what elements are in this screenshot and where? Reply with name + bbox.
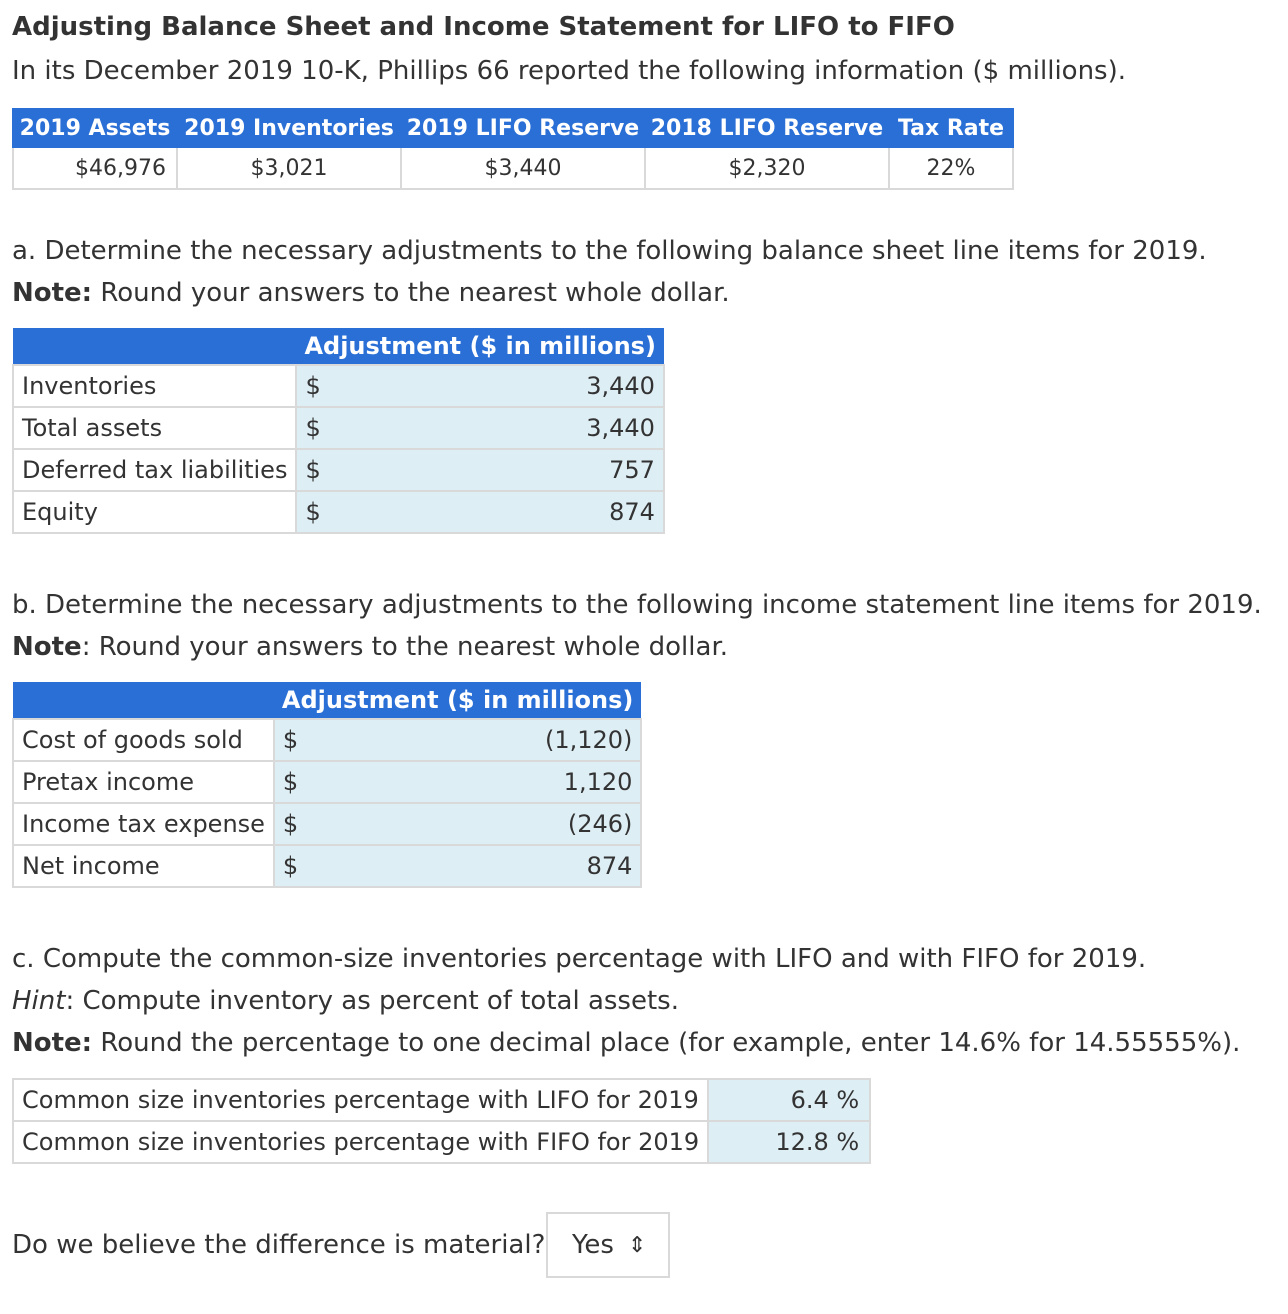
part-a-note-text: Round your answers to the nearest whole dollar. [92,278,730,308]
table-row [13,719,641,761]
balance-sheet-table [12,328,665,534]
lifo-percentage-value: 6.4 [790,1086,829,1114]
part-a-note [12,278,730,308]
part-b-note-label: Note [12,632,82,662]
income-statement-table [12,682,642,888]
balance-sheet-header-blank [13,328,296,365]
income-statement-header-blank [13,682,274,719]
deferred-tax-adjustment-input[interactable]: 757 [357,449,664,491]
info-header-2018-lifo: 2018 LIFO Reserve [645,109,889,147]
currency-symbol: $ [274,845,334,887]
fifo-percentage-input[interactable] [708,1121,870,1163]
row-label-cogs: Cost of goods sold [13,719,274,761]
part-c-hint [12,986,679,1016]
part-c-note-text: Round the percentage to one decimal place (for example, enter 14.6% for 14.55555%). [92,1028,1241,1058]
info-value-inventories: $3,021 [177,147,401,189]
currency-symbol: $ [274,719,334,761]
intro-text: In its December 2019 10-K, Phillips 66 reported the following information ($ millions). [12,56,1127,86]
part-c-hint-label: Hint [12,986,66,1016]
inventories-adjustment-input[interactable]: 3,440 [357,365,664,407]
currency-symbol: $ [296,449,356,491]
material-select[interactable] [546,1212,670,1278]
currency-symbol: $ [296,491,356,533]
part-a-prompt: a. Determine the necessary adjustments to the following balance sheet line items for 2019. [12,236,1207,266]
table-row [13,845,641,887]
part-b-note [12,632,728,662]
table-row [13,365,664,407]
info-header-tax-rate: Tax Rate [889,109,1013,147]
row-label-pretax-income: Pretax income [13,761,274,803]
table-row [13,1079,870,1121]
row-label-net-income: Net income [13,845,274,887]
percent-sign: % [836,1086,860,1114]
info-header-2019-lifo: 2019 LIFO Reserve [401,109,645,147]
material-select-value: Yes [572,1230,614,1260]
row-label-income-tax: Income tax expense [13,803,274,845]
info-value-2018-lifo: $2,320 [645,147,889,189]
row-label-fifo-percentage: Common size inventories percentage with FIFO for 2019 [13,1121,708,1163]
income-statement-header: Adjustment ($ in millions) [281,686,634,714]
row-label-equity: Equity [13,491,296,533]
table-row [13,803,641,845]
net-income-adjustment-input[interactable]: 874 [334,845,641,887]
equity-adjustment-input[interactable]: 874 [357,491,664,533]
currency-symbol: $ [296,407,356,449]
part-c-note [12,1028,1240,1058]
table-row [13,491,664,533]
page-title: Adjusting Balance Sheet and Income Statement for LIFO to FIFO [12,12,955,42]
lifo-percentage-input[interactable] [708,1079,870,1121]
part-c-prompt: c. Compute the common-size inventories percentage with LIFO and with FIFO for 2019. [12,944,1147,974]
info-value-tax-rate: 22% [889,147,1013,189]
currency-symbol: $ [274,761,334,803]
info-value-2019-lifo: $3,440 [401,147,645,189]
balance-sheet-header-row [13,328,664,365]
info-header-row [13,109,1013,147]
income-statement-header-row [13,682,641,719]
material-question: Do we believe the difference is material? [12,1230,546,1260]
table-row [13,449,664,491]
table-row [13,1121,870,1163]
row-label-inventories: Inventories [13,365,296,407]
part-c-note-label: Note: [12,1028,93,1058]
part-b-prompt: b. Determine the necessary adjustments to the following income statement line items for 2019. [12,590,1262,620]
info-header-assets: 2019 Assets [13,109,177,147]
fifo-percentage-value: 12.8 [775,1128,829,1156]
info-value-assets: $46,976 [13,147,177,189]
select-arrows-icon: ⇕ [627,1232,647,1258]
part-b-note-text: : Round your answers to the nearest whole dollar. [81,632,729,662]
info-header-inventories: 2019 Inventories [177,109,401,147]
row-label-total-assets: Total assets [13,407,296,449]
common-size-table [12,1078,871,1164]
part-c-hint-text: : Compute inventory as percent of total assets. [65,986,679,1016]
pretax-income-adjustment-input[interactable]: 1,120 [334,761,641,803]
cogs-adjustment-input[interactable]: (1,120) [334,719,641,761]
table-row [13,761,641,803]
info-value-row [13,147,1013,189]
currency-symbol: $ [296,365,356,407]
table-row [13,407,664,449]
currency-symbol: $ [274,803,334,845]
total-assets-adjustment-input[interactable]: 3,440 [357,407,664,449]
balance-sheet-header: Adjustment ($ in millions) [304,332,656,360]
percent-sign: % [836,1128,860,1156]
info-table [12,108,1014,190]
income-tax-adjustment-input[interactable]: (246) [334,803,641,845]
row-label-deferred-tax: Deferred tax liabilities [13,449,296,491]
part-a-note-label: Note: [12,278,93,308]
row-label-lifo-percentage: Common size inventories percentage with LIFO for 2019 [13,1079,708,1121]
